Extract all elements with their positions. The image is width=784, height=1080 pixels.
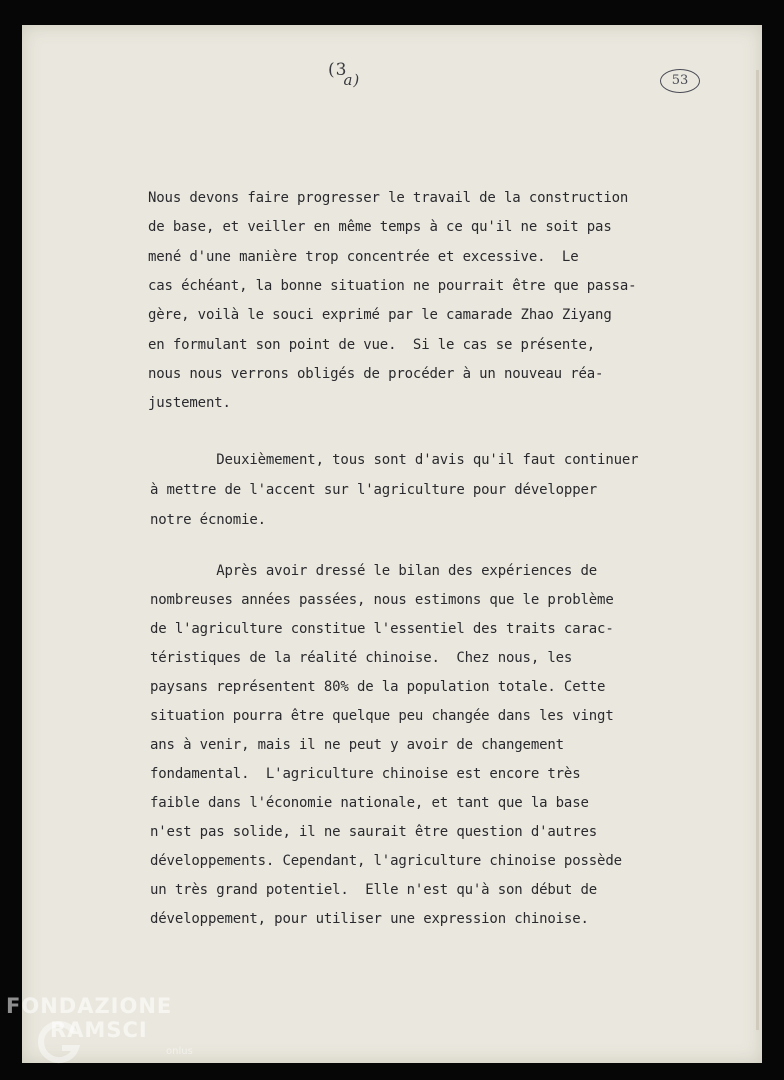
- text-line: Après avoir dressé le bilan des expériences de: [150, 563, 598, 579]
- text-line: en formulant son point de vue. Si le cas se présente,: [148, 336, 596, 353]
- text-line: mené d'une manière trop concentrée et excessive. Le: [148, 248, 579, 265]
- text-line: cas échéant, la bonne situation ne pourrait être que passa-: [148, 277, 637, 294]
- text-line: justement.: [148, 395, 231, 412]
- text-line: à mettre de l'accent sur l'agriculture pour développer: [150, 482, 598, 498]
- text-line: téristiques de la réalité chinoise. Chez nous, les: [150, 650, 573, 666]
- watermark-suffix: onlus: [166, 1046, 193, 1057]
- text-line: développements. Cependant, l'agriculture chinoise possède: [150, 853, 622, 869]
- document-page: [22, 25, 762, 1063]
- text-line: développement, pour utiliser une expression chinoise.: [150, 911, 589, 927]
- text-line: n'est pas solide, il ne saurait être question d'autres: [150, 824, 598, 840]
- text-line: nombreuses années passées, nous estimons que le problème: [150, 592, 614, 608]
- folio-number-stamp: 53: [660, 69, 700, 93]
- handwritten-page-note: (3a): [328, 60, 361, 89]
- gramsci-g-logo-icon: [36, 1020, 82, 1066]
- text-line: fondamental. L'agriculture chinoise est encore très: [150, 766, 581, 782]
- text-line: un très grand potentiel. Elle n'est qu'à son début de: [150, 882, 598, 898]
- text-line: gère, voilà le souci exprimé par le camarade Zhao Ziyang: [148, 307, 612, 324]
- text-line: paysans représentent 80% de la population totale. Cette: [150, 679, 606, 695]
- text-line: de l'agriculture constitue l'essentiel des traits carac-: [150, 621, 614, 637]
- watermark-line1: FONDAZIONE: [6, 994, 173, 1018]
- text-line: ans à venir, mais il ne peut y avoir de changement: [150, 737, 564, 753]
- watermark-line2: RAMSCI: [50, 1018, 148, 1042]
- text-line: Nous devons faire progresser le travail de la construction: [148, 190, 629, 206]
- text-line: situation pourra être quelque peu changée dans les vingt: [150, 708, 614, 724]
- fondazione-gramsci-watermark: [6, 994, 193, 1057]
- text-line: Deuxièmement, tous sont d'avis qu'il faut continuer: [150, 452, 639, 468]
- text-line: nous nous verrons obligés de procéder à un nouveau réa-: [148, 365, 604, 382]
- text-line: faible dans l'économie nationale, et tant que la base: [150, 795, 589, 811]
- text-line: notre écnomie.: [150, 512, 266, 528]
- page-edge: [756, 70, 759, 1030]
- text-line: de base, et veiller en même temps à ce qu'il ne soit pas: [148, 219, 612, 236]
